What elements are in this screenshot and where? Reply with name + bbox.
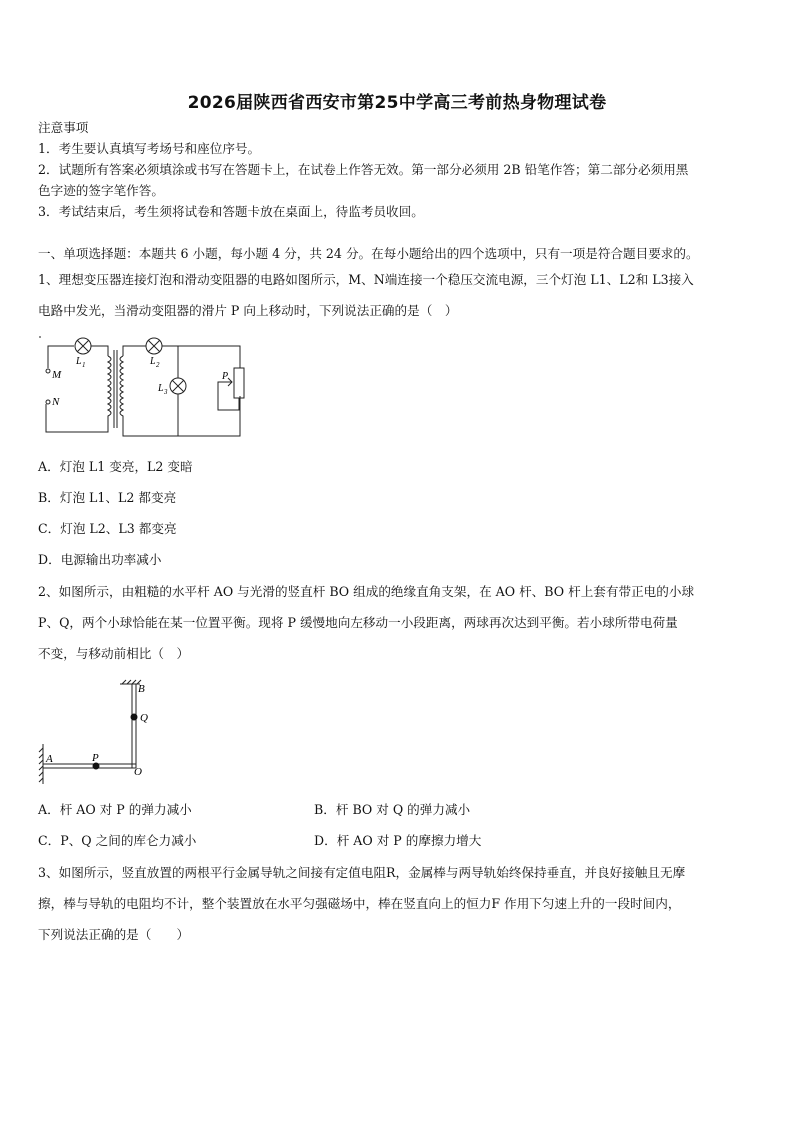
q1-option-c: C．灯泡 L2、L3 都变亮: [38, 521, 177, 536]
label-l3-sub: 3: [164, 388, 168, 396]
q3-stem-line1: 3、如图所示，竖直放置的两根平行金属导轨之间接有定值电阻R，金属棒与两导轨始终保持垂直，并良好接触且无摩: [38, 865, 686, 880]
label-q: Q: [140, 712, 148, 724]
label-l2: L: [150, 356, 156, 367]
q2-option-a: A．杆 AO 对 P 的弹力减小: [38, 802, 192, 817]
label-l2-sub: 2: [156, 361, 160, 369]
q2-option-d: D．杆 AO 对 P 的摩擦力增大: [314, 833, 482, 848]
label-a: A: [46, 753, 53, 765]
notice-item-1: 1．考生要认真填写考场号和座位序号。: [38, 141, 261, 156]
exam-title: 2026届陕西省西安市第25中学高三考前热身物理试卷: [187, 93, 607, 113]
notice-item-2: 2．试题所有答案必须填涂或书写在答题卡上，在试卷上作答无效。第一部分必须用 2B 铅笔作答；第二部分必须用黑: [38, 162, 689, 177]
q3-stem-line2: 擦，棒与导轨的电阻均不计，整个装置放在水平匀强磁场中，棒在竖直向上的恒力F 作用下匀速上升的一段时间内，: [38, 896, 681, 911]
q2-stem-line1: 2、如图所示，由粗糙的水平杆 AO 与光滑的竖直杆 BO 组成的绝缘直角支架，在 AO 杆、BO 杆上套有带正电的小球: [38, 584, 695, 599]
q2-bracket-figure: [38, 676, 158, 786]
q1-option-b: B．灯泡 L1、L2 都变亮: [38, 490, 177, 505]
label-o: O: [134, 766, 142, 778]
label-l1: L: [76, 356, 82, 367]
ball-q: [131, 714, 138, 721]
q1-stem-line2: 电路中发光，当滑动变阻器的滑片 P 向上移动时，下列说法正确的是（ ）: [38, 303, 458, 318]
q1-circuit-figure: [36, 334, 246, 438]
label-l3: L: [158, 383, 164, 394]
q1-option-d: D．电源输出功率减小: [38, 552, 162, 567]
label-b: B: [138, 683, 145, 695]
label-p: P: [222, 371, 229, 382]
q2-stem-line3: 不变，与移动前相比（ ）: [38, 646, 190, 661]
terminal-n: [46, 400, 50, 404]
notice-item-2-cont: 色字迹的签字笔作答。: [38, 183, 164, 198]
notice-heading: 注意事项: [38, 120, 89, 135]
q2-option-b: B．杆 BO 对 Q 的弹力减小: [314, 802, 471, 817]
q3-stem-line3: 下列说法正确的是（ ）: [38, 927, 190, 942]
notice-item-3: 3．考试结束后，考生须将试卷和答题卡放在桌面上，待监考员收回。: [38, 204, 424, 219]
terminal-m: [46, 369, 50, 373]
section-heading: 一、单项选择题：本题共 6 小题，每小题 4 分，共 24 分。在每小题给出的四个选项中，只有一项是符合题目要求的。: [38, 246, 699, 261]
q2-option-c: C．P、Q 之间的库仑力减小: [38, 833, 197, 848]
q2-stem-line2: P、Q，两个小球恰能在某一位置平衡。现将 P 缓慢地向左移动一小段距离，两球再次达到平衡。若小球所带电荷量: [38, 615, 678, 630]
q1-stem-line1: 1、理想变压器连接灯泡和滑动变阻器的电路如图所示，M、N端连接一个稳压交流电源，三个灯泡 L1、L2和 L3接入: [38, 272, 694, 287]
q1-option-a: A．灯泡 L1 变亮，L2 变暗: [38, 459, 193, 474]
label-n: N: [52, 396, 60, 408]
label-l1-sub: 1: [82, 361, 86, 369]
label-m: M: [52, 369, 62, 381]
label-p2: P: [92, 752, 99, 764]
